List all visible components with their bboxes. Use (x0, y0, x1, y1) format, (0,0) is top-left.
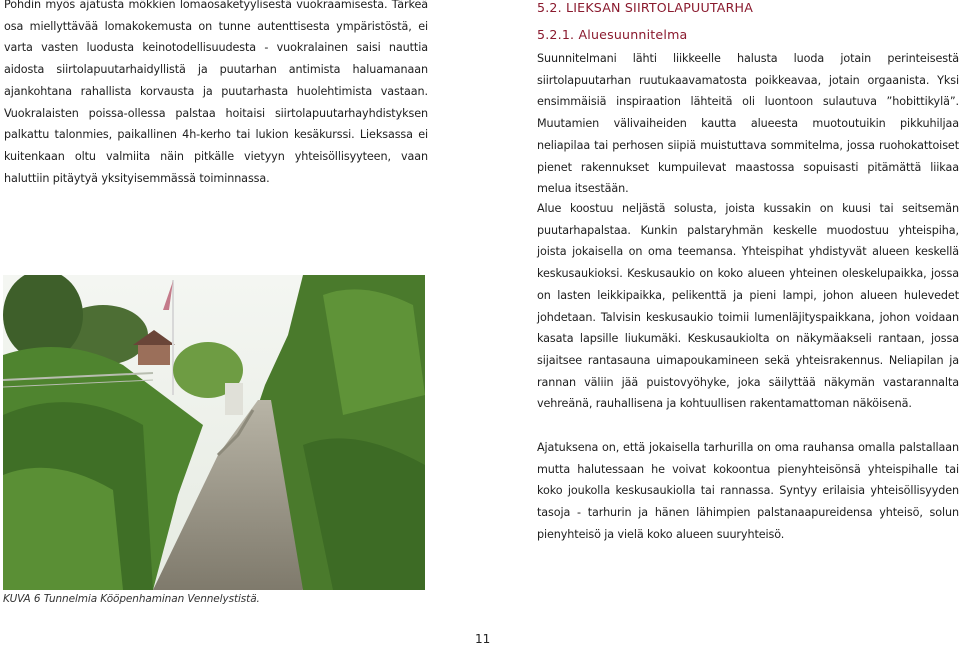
figure-caption: KUVA 6 Tunnelmia Kööpenhaminan Vennelystistä. (3, 593, 260, 605)
page-number: 11 (475, 632, 491, 646)
section-heading: 5.2. LIEKSAN SIIRTOLAPUUTARHA (537, 0, 754, 15)
intro-paragraph: Pohdin myös ajatusta mökkien lomaosaketyylisestä vuokraamisesta. Tärkeä osa miellyttävää lomakokemusta on tunne autenttisesta ympäristöstä, ei varta vasten luodusta keinotodellisuudesta - vuokralainen saisi nauttia aidosta siirtolapuutarhaidyllistä ja puutarhan antimista haluamanaan ajankohtana rahallista korvausta ja puutarhasta huolehtimista vastaan. Vuokralaisten poissa-ollessa palstaa hoitaisi siirtolapuutarhayhdistyksen palkattu talonmies, paikallinen 4h-kerho tai lukion kesäkurssi. Lieksassa ei kuitenkaan oltu valmiita näin pitkälle vietyyn yhteisöllisyyteen, vaan haluttiin pitäytyä yksityisemmässä toiminnassa. (4, 0, 428, 185)
body-paragraph-2: Alue koostuu neljästä solusta, joista kussakin on kuusi tai seitsemän puutarhapalstaa. Kunkin palstaryhmän keskelle muodostuu yhteispiha, joista jokaisella on oma teemansa. Yhteispihat yhdistyvät alueen keskellä keskusaukioksi. Keskusaukio on koko alueen yhteinen oleskelupaikka, jossa on lasten leikkipaikka, pelikenttä ja pieni lampi, johon alueen hulevedet johdetaan. Talvisin keskusaukio toimii lumenläjityspaikkana, johon voidaan kasata lapsille liukumäki. Keskusaukiolta on näkymäakseli rantaan, jossa sijaitsee rantasauna uimapoukamineen sekä yhteisrakennus. Neliapilan ja rannan väliin jää puistovyöhyke, joka säilyttää näkymän vastarannalta vehreänä, rauhallisena ja kohtuullisen rakentamattoman näköisenä. (537, 202, 959, 411)
body-paragraph-1: Suunnitelmani lähti liikkeelle halusta luoda jotain perinteisestä siirtolapuutarhan ruutukaavamatosta poikkeavaa, jotain orgaanista. Yksi ensimmäisiä inspiraation lähteitä oli luontoon sulautuva ”hobittikylä”. Muutamien välivaiheiden kautta alueesta muotoutuikin pikkuhiljaa neliapilaa tai perhosen siipiä muistuttava sommitelma, jossa ruohokattoiset pienet rakennukset kumpuilevat maastossa sopuisasti pitämättä liikaa melua itsestään. (537, 52, 959, 196)
subsection-heading: 5.2.1. Aluesuunnitelma (537, 27, 688, 42)
garden-path-photo (3, 275, 425, 590)
body-paragraph-3: Ajatuksena on, että jokaisella tarhurilla on oma rauhansa omalla palstallaan mutta halutessaan he voivat kokoontua pienyhteisönsä yhteispihalle tai koko joukolla keskusaukiolla tai rannassa. Syntyy erilaisia yhteisöllisyyden tasoja - tarhurin ja hänen lähimpien palstanaapureidensa yhteisö, solun pienyhteisö ja vielä koko alueen suuryhteisö. (537, 441, 959, 541)
